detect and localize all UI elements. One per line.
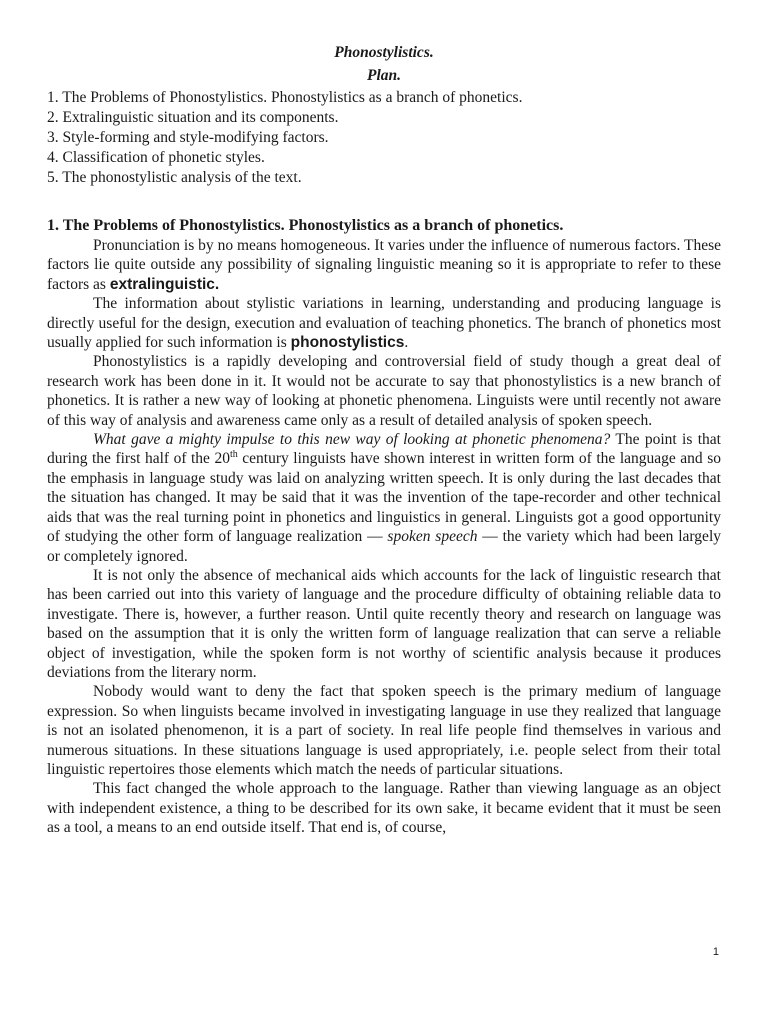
plan-item-2: 2. Extralinguistic situation and its components.	[47, 109, 339, 126]
paragraph-6: Nobody would want to deny the fact that spoken speech is the primary medium of language expression. So when linguists became involved in investigating language in use they realized that language is not an isolated phenomenon, it is a part of society. In real life people find themselves in various and numerous situations. In these situations language is used appropriately, i.e. people select from their total linguistic repertoires those elements which match the needs of particular situations.	[47, 683, 721, 778]
plan-list	[47, 88, 721, 188]
paragraph-2-end: .	[404, 334, 409, 352]
term-extralinguistic: extralinguistic.	[109, 275, 220, 293]
paragraph-4-question: What gave a mighty impulse to this new way of looking at phonetic phenomena?	[93, 431, 611, 449]
paragraph-5: It is not only the absence of mechanical aids which accounts for the lack of linguistic research that has been carried out into this variety of language and the procedure difficulty of obtaining reliable data to investigate. There is, however, a further reason. Until quite recently theory and research on language was based on the assumption that it is only the written form of language realization that can serve a reliable object of investigation, while the spoken form is not worthy of scientific analysis because it produces deviations from the literary norm.	[47, 566, 721, 681]
paragraph-4-text-c: — the variety which had been largely or completely ignored.	[47, 528, 721, 565]
section-heading: 1. The Problems of Phonostylistics. Phonostylistics as a branch of phonetics.	[47, 217, 564, 234]
page-number: 1	[712, 946, 719, 958]
plan-item-4: 4. Classification of phonetic styles.	[47, 149, 265, 166]
term-spoken-speech: spoken speech	[387, 528, 478, 546]
paragraph-7: This fact changed the whole approach to the language. Rather than viewing language as an object with independent existence, a thing to be described for its own sake, it became evident that it must be seen as a tool, a means to an end outside itself. That end is, of course,	[47, 780, 721, 837]
document-page	[47, 43, 721, 838]
paragraph-4	[47, 430, 721, 566]
plan-item-5: 5. The phonostylistic analysis of the text.	[47, 169, 302, 186]
paragraph-4-text-a: The point is that during the first half of the 20	[47, 431, 721, 468]
paragraph-2-text: The information about stylistic variations in learning, understanding and producing language is directly useful for the design, execution and evaluation of teaching phonetics. The branch of phonetics most usually applied for such information is	[47, 295, 721, 352]
plan-label: Plan.	[366, 67, 402, 84]
term-phonostylistics: phonostylistics	[290, 334, 405, 352]
paragraph-3: Phonostylistics is a rapidly developing and controversial field of study though a great deal of research work has been done in it. It would not be accurate to say that phonostylistics is a new branch of phonetics. It is rather a new way of looking at phonetic phenomena. Linguists were until recently not aware of this way of analysis and awareness came only as a result of detailed analysis of spoken speech.	[47, 353, 721, 429]
ordinal-superscript: th	[229, 449, 238, 461]
plan-item-1: 1. The Problems of Phonostylistics. Phonostylistics as a branch of phonetics.	[47, 89, 523, 106]
paragraph-2	[47, 294, 721, 352]
plan-item-3: 3. Style-forming and style-modifying factors.	[47, 129, 329, 146]
paragraph-4-text-b: century linguists have shown interest in written form of the language and so the emphasis in language study was laid on analyzing written speech. It is only during the last decades that the situation has changed. It may be said that it was the invention of the tape-recorder and other technical aids that was the real turning point in phonetics and linguistics in general. Linguists got a good opportunity of studying the other form of language realization —	[47, 450, 721, 546]
paragraph-1-text: Pronunciation is by no means homogeneous. It varies under the influence of numerous factors. These factors lie quite outside any possibility of signaling linguistic meaning so it is appropriate to refer to these factors as	[47, 237, 721, 293]
document-title: Phonostylistics.	[334, 44, 434, 61]
paragraph-1	[47, 236, 721, 294]
